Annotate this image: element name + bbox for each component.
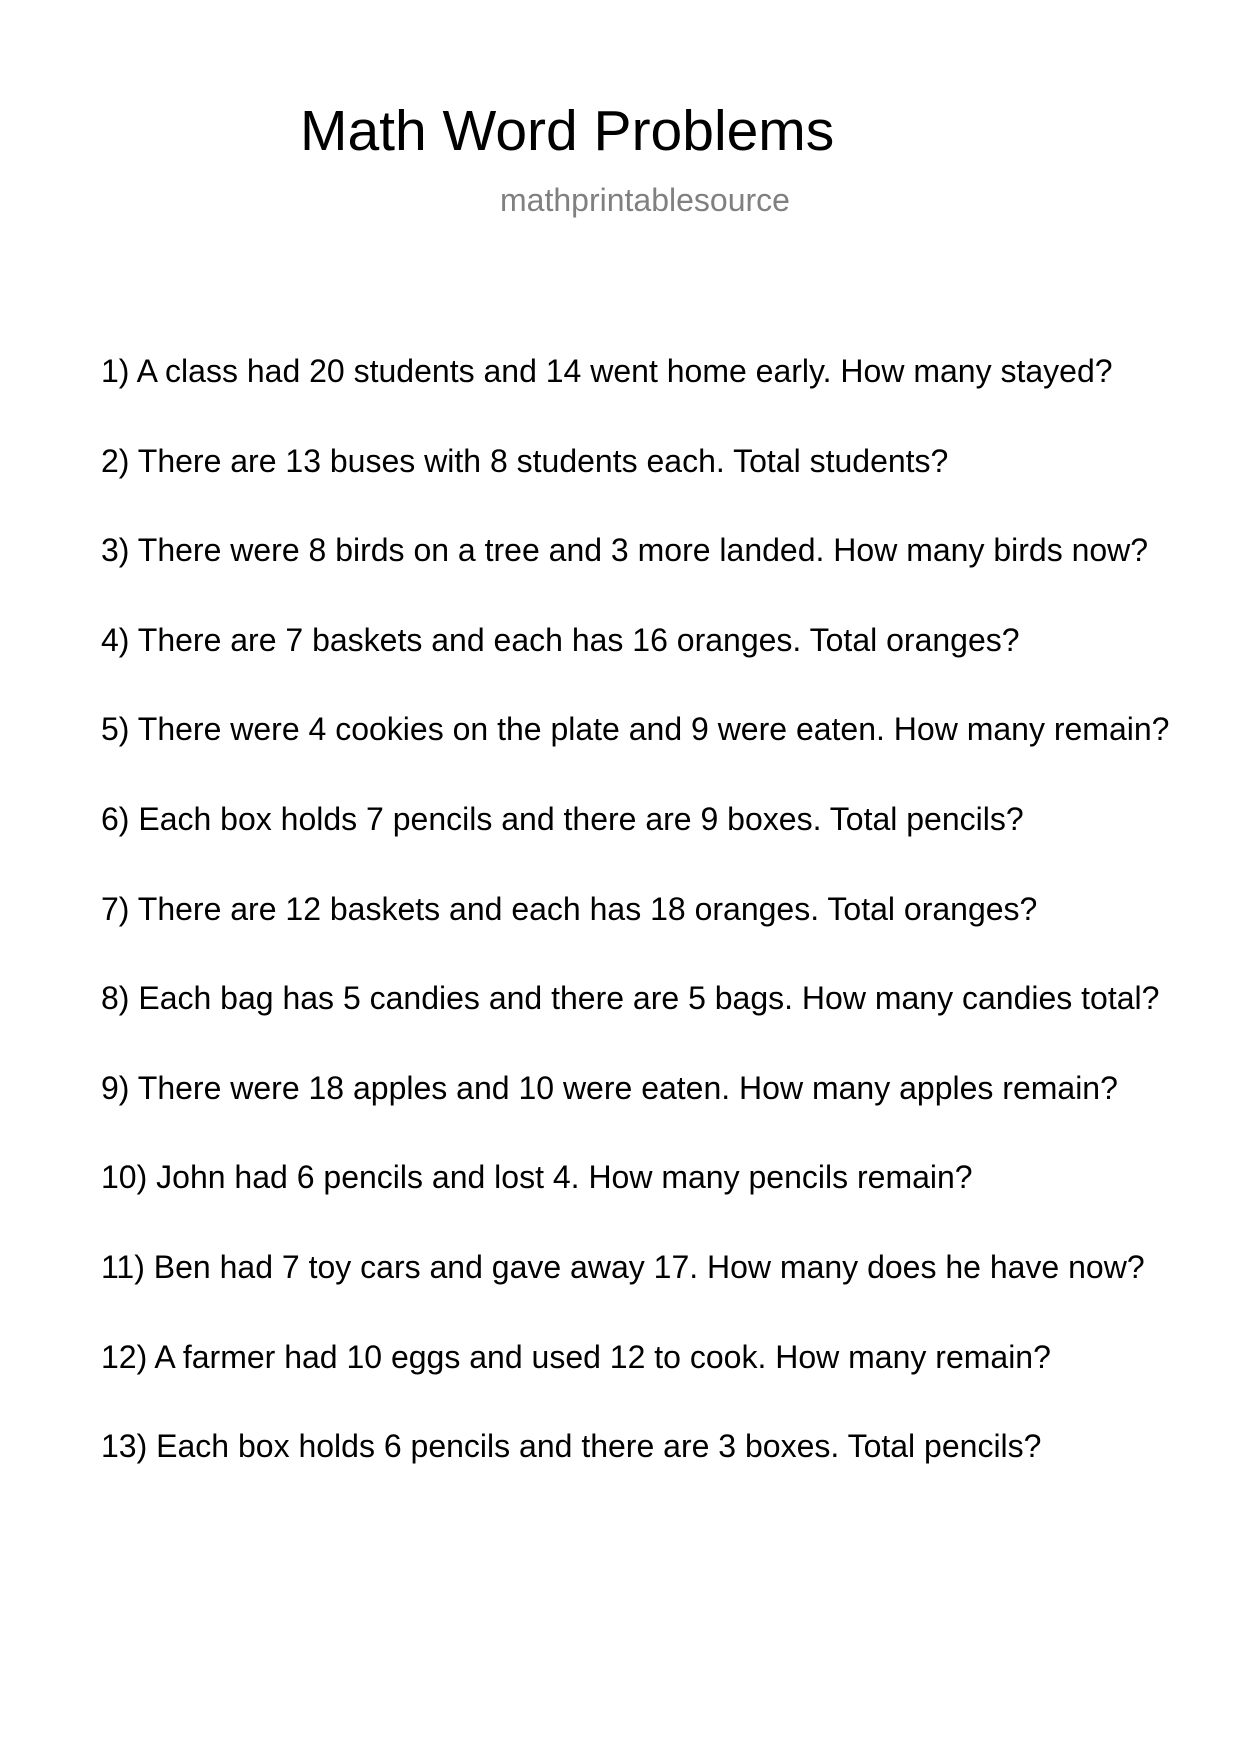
problem-item: 13) Each box holds 6 pencils and there are 3 boxes. Total pencils? (101, 1428, 1042, 1465)
problem-item: 9) There were 18 apples and 10 were eaten. How many apples remain? (101, 1069, 1118, 1106)
problem-item: 4) There are 7 baskets and each has 16 oranges. Total oranges? (101, 621, 1020, 658)
problem-list (101, 351, 1169, 1516)
problem-item: 5) There were 4 cookies on the plate and 9 were eaten. How many remain? (101, 711, 1170, 748)
problem-item: 3) There were 8 birds on a tree and 3 more landed. How many birds now? (101, 532, 1149, 569)
problem-item: 11) Ben had 7 toy cars and gave away 17. How many does he have now? (101, 1248, 1145, 1285)
problem-item: 10) John had 6 pencils and lost 4. How many pencils remain? (101, 1159, 973, 1196)
problem-item: 1) A class had 20 students and 14 went home early. How many stayed? (101, 353, 1113, 389)
problem-item: 2) There are 13 buses with 8 students each. Total students? (101, 442, 949, 479)
problem-item: 7) There are 12 baskets and each has 18 oranges. Total oranges? (101, 890, 1038, 927)
page-title: Math Word Problems (300, 99, 835, 163)
problem-item: 6) Each box holds 7 pencils and there are 9 boxes. Total pencils? (101, 800, 1024, 837)
problem-item: 8) Each bag has 5 candies and there are 5 bags. How many candies total? (101, 980, 1160, 1017)
page-subtitle: mathprintablesource (500, 182, 790, 218)
problem-item: 12) A farmer had 10 eggs and used 12 to cook. How many remain? (101, 1338, 1051, 1375)
